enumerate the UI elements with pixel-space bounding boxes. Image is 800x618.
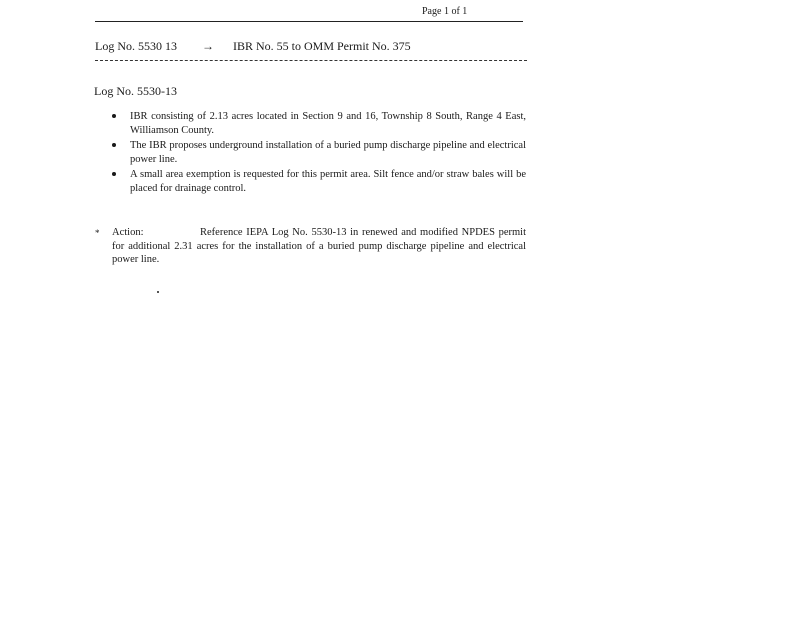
bullet-icon <box>112 143 116 147</box>
page-number: Page 1 of 1 <box>422 6 468 17</box>
list-item: The IBR proposes underground installation of a buried pump discharge pipeline and electrical power line. <box>112 139 526 166</box>
action-label: Action: <box>112 227 144 238</box>
top-rule <box>95 21 523 22</box>
bullet-icon <box>112 172 116 176</box>
dashed-divider <box>95 60 527 61</box>
bullet-icon <box>112 114 116 118</box>
asterisk-icon: * <box>95 228 100 238</box>
list-item: A small area exemption is requested for this permit area. Silt fence and/or straw bales will be placed for drainage control. <box>112 168 526 195</box>
action-paragraph <box>95 226 526 267</box>
list-item: IBR consisting of 2.13 acres located in Section 9 and 16, Township 8 South, Range 4 East, Williamson County. <box>112 110 526 137</box>
action-text: Reference IEPA Log No. 5530-13 in renewed and modified NPDES permit for additional 2.31 acres for the installation of a buried pump discharge pipeline and electrical power line. <box>112 227 526 266</box>
scan-speck <box>157 291 159 293</box>
header-ibr-text: IBR No. 55 to OMM Permit No. 375 <box>233 39 411 53</box>
document-header <box>95 39 411 54</box>
header-log-number: Log No. 5530 13 <box>95 39 177 53</box>
bullet-list <box>112 110 526 198</box>
arrow-right-icon: → <box>202 39 214 53</box>
section-title: Log No. 5530-13 <box>94 84 177 98</box>
